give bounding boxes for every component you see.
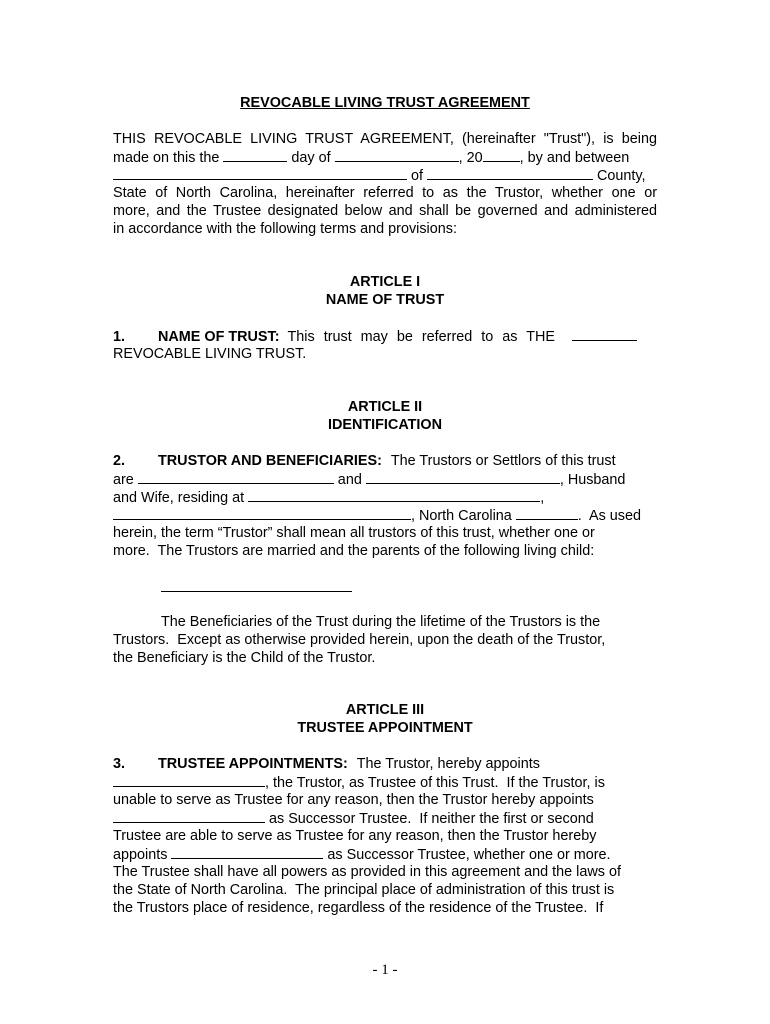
article-2-line-4: , North Carolina . As used [113, 506, 657, 525]
day-blank[interactable] [223, 148, 287, 162]
county-blank[interactable] [427, 166, 593, 180]
article-1-line-1: 1. NAME OF TRUST: This trust may be referred to as THE [113, 327, 657, 346]
zip-blank[interactable] [516, 506, 578, 520]
article-2-line-6: more. The Trustors are married and the parents of the following living child: [113, 543, 595, 559]
article-3-line-3: unable to serve as Trustee for any reason, then the Trustor hereby appoints [113, 792, 594, 808]
intro-line-5: more, and the Trustee designated below and shall be governed and administered [113, 203, 657, 219]
article-3-heading: ARTICLE III [345, 702, 425, 718]
city-blank[interactable] [113, 506, 411, 520]
intro-line-6: in accordance with the following terms and provisions: [113, 221, 457, 237]
article-3-line-6: appoints as Successor Trustee, whether one or more. [113, 847, 611, 863]
article-3-line-1: 3. TRUSTEE APPOINTMENTS: The Trustor, hereby appoints [113, 756, 540, 772]
article-3-subheading: TRUSTEE APPOINTMENT [297, 720, 473, 736]
article-1-subheading: NAME OF TRUST [325, 292, 445, 308]
child-name-blank[interactable] [161, 578, 352, 592]
article-3-line-8: the State of North Carolina. The principal place of administration of this trust is [113, 882, 615, 898]
article-1-line-2: REVOCABLE LIVING TRUST. [113, 346, 307, 362]
intro-line-2: made on this the day of , 20 , by and between [113, 150, 630, 166]
intro-line-3: of County, [113, 166, 657, 185]
trust-name-blank[interactable] [572, 327, 637, 341]
address-blank[interactable] [248, 488, 540, 502]
article-3-line-9: the Trustors place of residence, regardless of the residence of the Trustee. If [113, 900, 604, 916]
page-number: - 1 - [372, 962, 398, 978]
successor-trustee-blank[interactable] [113, 809, 265, 823]
article-2-heading: ARTICLE II [347, 399, 423, 415]
article-2-line-3: and Wife, residing at , [113, 490, 545, 506]
article-1-heading: ARTICLE I [349, 274, 421, 290]
article-2-line-1: 2. TRUSTOR AND BENEFICIARIES: The Trustors or Settlors of this trust [113, 453, 616, 469]
intro-line-4: State of North Carolina, hereinafter referred to as the Trustor, whether one or [113, 185, 657, 201]
beneficiaries-line-1: The Beneficiaries of the Trust during the lifetime of the Trustors is the [161, 614, 601, 630]
article-3-line-7: The Trustee shall have all powers as provided in this agreement and the laws of [113, 864, 621, 880]
article-3-line-5: Trustee are able to serve as Trustee for any reason, then the Trustor hereby [113, 828, 597, 844]
beneficiaries-line-2: Trustors. Except as otherwise provided herein, upon the death of the Trustor, [113, 632, 606, 648]
article-3-line-2: , the Trustor, as Trustee of this Trust. If the Trustor, is [113, 773, 657, 792]
beneficiaries-line-3: the Beneficiary is the Child of the Trustor. [113, 650, 376, 666]
document-title: REVOCABLE LIVING TRUST AGREEMENT [240, 95, 530, 111]
article-2-subheading: IDENTIFICATION [327, 417, 443, 433]
year-blank[interactable] [483, 148, 520, 162]
month-blank[interactable] [335, 148, 459, 162]
trustee-blank[interactable] [113, 773, 265, 787]
second-successor-blank[interactable] [171, 845, 323, 859]
wife-name-blank[interactable] [366, 470, 560, 484]
article-3-line-4: as Successor Trustee. If neither the first or second [113, 809, 657, 828]
trustor-name-blank[interactable] [113, 166, 407, 180]
article-2-line-5: herein, the term “Trustor” shall mean all trustors of this trust, whether one or [113, 525, 595, 541]
article-2-line-2: are and , Husband [113, 472, 626, 488]
child-name-line [161, 578, 353, 597]
husband-name-blank[interactable] [138, 470, 334, 484]
intro-line-1: THIS REVOCABLE LIVING TRUST AGREEMENT, (hereinafter "Trust"), is being [113, 131, 657, 147]
